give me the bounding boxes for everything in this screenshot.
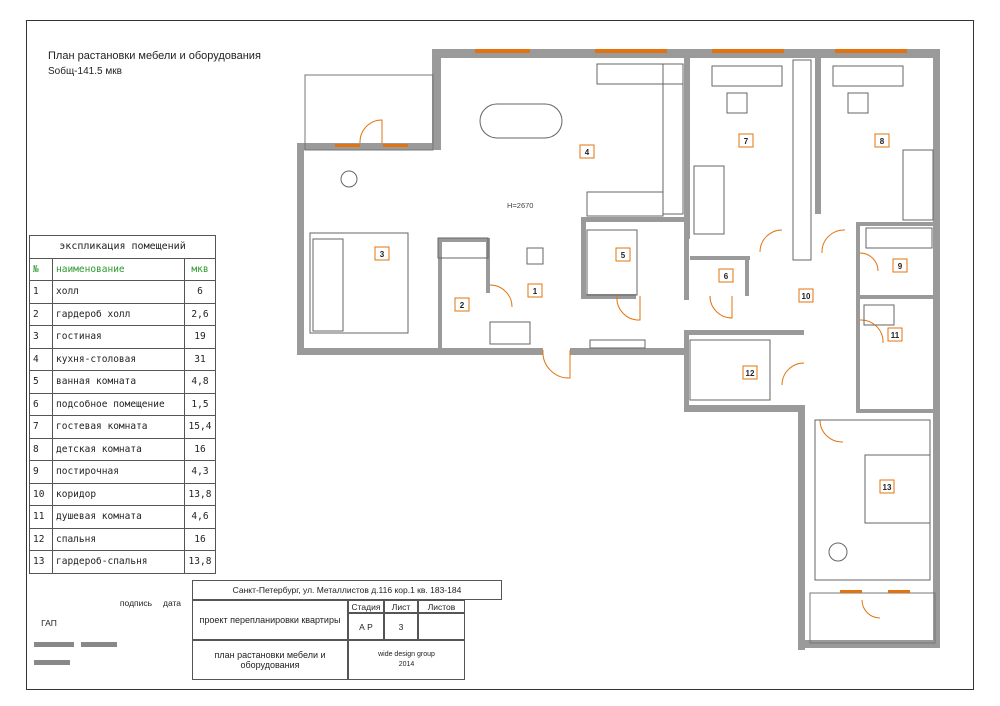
explication-row <box>30 416 216 439</box>
room-name: гардероб холл <box>53 303 185 326</box>
explication-row <box>30 506 216 529</box>
explication-row <box>30 483 216 506</box>
walls <box>297 49 940 650</box>
stamp-col-signature: подпись <box>119 597 153 608</box>
room-name: гардероб-спальня <box>53 551 185 574</box>
room-num: 11 <box>30 506 53 529</box>
room-name: ванная комната <box>53 371 185 394</box>
room-name: спальня <box>53 528 185 551</box>
room-explication-table <box>29 235 216 574</box>
room-number: 1 <box>532 287 538 296</box>
room-number: 11 <box>890 331 900 340</box>
room-name: гостевая комната <box>53 416 185 439</box>
stamp-role: ГАП <box>41 618 57 628</box>
room-name: кухня-столовая <box>53 348 185 371</box>
room-number: 8 <box>879 137 885 146</box>
furniture <box>310 60 933 580</box>
room-area: 4,6 <box>185 506 216 529</box>
room-number: 3 <box>379 250 385 259</box>
stamp-address: Санкт-Петербург, ул. Металлистов д.116 кор.1 кв. 183-184 <box>192 580 502 600</box>
drawing-total-area: Sобщ-141.5 мкв <box>48 66 122 77</box>
room-name: душевая комната <box>53 506 185 529</box>
room-number: 12 <box>745 369 755 378</box>
room-number: 9 <box>897 262 903 271</box>
room-number: 10 <box>801 292 811 301</box>
room-num: 9 <box>30 461 53 484</box>
room-area: 16 <box>185 438 216 461</box>
room-area: 4,3 <box>185 461 216 484</box>
room-name: подсобное помещение <box>53 393 185 416</box>
explication-heading-row <box>30 236 216 259</box>
stamp-col-date: дата <box>162 597 182 608</box>
room-num: 4 <box>30 348 53 371</box>
stamp-signature-area <box>29 600 192 680</box>
stamp-signature-line <box>34 642 74 647</box>
room-number: 13 <box>882 483 892 492</box>
drawing-title-main: План растановки мебели и оборудования <box>48 50 261 62</box>
room-num: 6 <box>30 393 53 416</box>
explication-row <box>30 393 216 416</box>
room-area: 31 <box>185 348 216 371</box>
column-name: наименование <box>53 258 185 281</box>
room-area: 16 <box>185 528 216 551</box>
stamp-col-sheet: Лист <box>384 600 418 613</box>
room-number: 5 <box>620 251 626 260</box>
stamp-sheets <box>418 613 465 640</box>
room-labels <box>375 134 907 493</box>
room-num: 7 <box>30 416 53 439</box>
room-num: 3 <box>30 326 53 349</box>
stamp-sheet-title: план растановки мебели и оборудования <box>192 640 348 680</box>
room-name: гостиная <box>53 326 185 349</box>
room-number: 2 <box>459 301 465 310</box>
room-number: 6 <box>723 272 729 281</box>
explication-heading: экспликация помещений <box>30 236 216 259</box>
room-num: 5 <box>30 371 53 394</box>
room-name: детская комната <box>53 438 185 461</box>
stamp-signature-line <box>34 660 70 665</box>
explication-row <box>30 348 216 371</box>
column-num: № <box>30 258 53 281</box>
room-area: 13,8 <box>185 551 216 574</box>
room-area: 2,6 <box>185 303 216 326</box>
stamp-signature-line <box>81 642 117 647</box>
explication-row <box>30 303 216 326</box>
explication-row <box>30 438 216 461</box>
explication-row <box>30 326 216 349</box>
room-name: холл <box>53 281 185 304</box>
ceiling-height-label: H=2670 <box>507 201 534 210</box>
explication-columns-row <box>30 258 216 281</box>
explication-row <box>30 551 216 574</box>
stamp-project: проект перепланировки квартиры <box>192 600 348 640</box>
windows <box>335 49 910 593</box>
room-number: 4 <box>584 148 590 157</box>
explication-row <box>30 461 216 484</box>
explication-row <box>30 281 216 304</box>
room-number: 7 <box>743 137 749 146</box>
stamp-col-sheets: Листов <box>418 600 465 613</box>
stamp-col-stage: Стадия <box>348 600 384 613</box>
stamp-company-cell <box>348 640 465 680</box>
title-stamp <box>29 580 973 680</box>
room-num: 12 <box>30 528 53 551</box>
room-area: 6 <box>185 281 216 304</box>
column-area: мкв <box>185 258 216 281</box>
room-num: 1 <box>30 281 53 304</box>
stamp-sheet: 3 <box>384 613 418 640</box>
room-num: 13 <box>30 551 53 574</box>
stamp-stage: А Р <box>348 613 384 640</box>
room-area: 4,8 <box>185 371 216 394</box>
room-num: 8 <box>30 438 53 461</box>
explication-row <box>30 528 216 551</box>
room-num: 2 <box>30 303 53 326</box>
room-num: 10 <box>30 483 53 506</box>
room-area: 19 <box>185 326 216 349</box>
room-area: 1,5 <box>185 393 216 416</box>
balcony <box>305 75 935 643</box>
stamp-company: wide design group <box>378 651 435 658</box>
room-name: коридор <box>53 483 185 506</box>
room-name: постирочная <box>53 461 185 484</box>
explication-row <box>30 371 216 394</box>
room-area: 15,4 <box>185 416 216 439</box>
stamp-year: 2014 <box>398 661 415 668</box>
room-area: 13,8 <box>185 483 216 506</box>
